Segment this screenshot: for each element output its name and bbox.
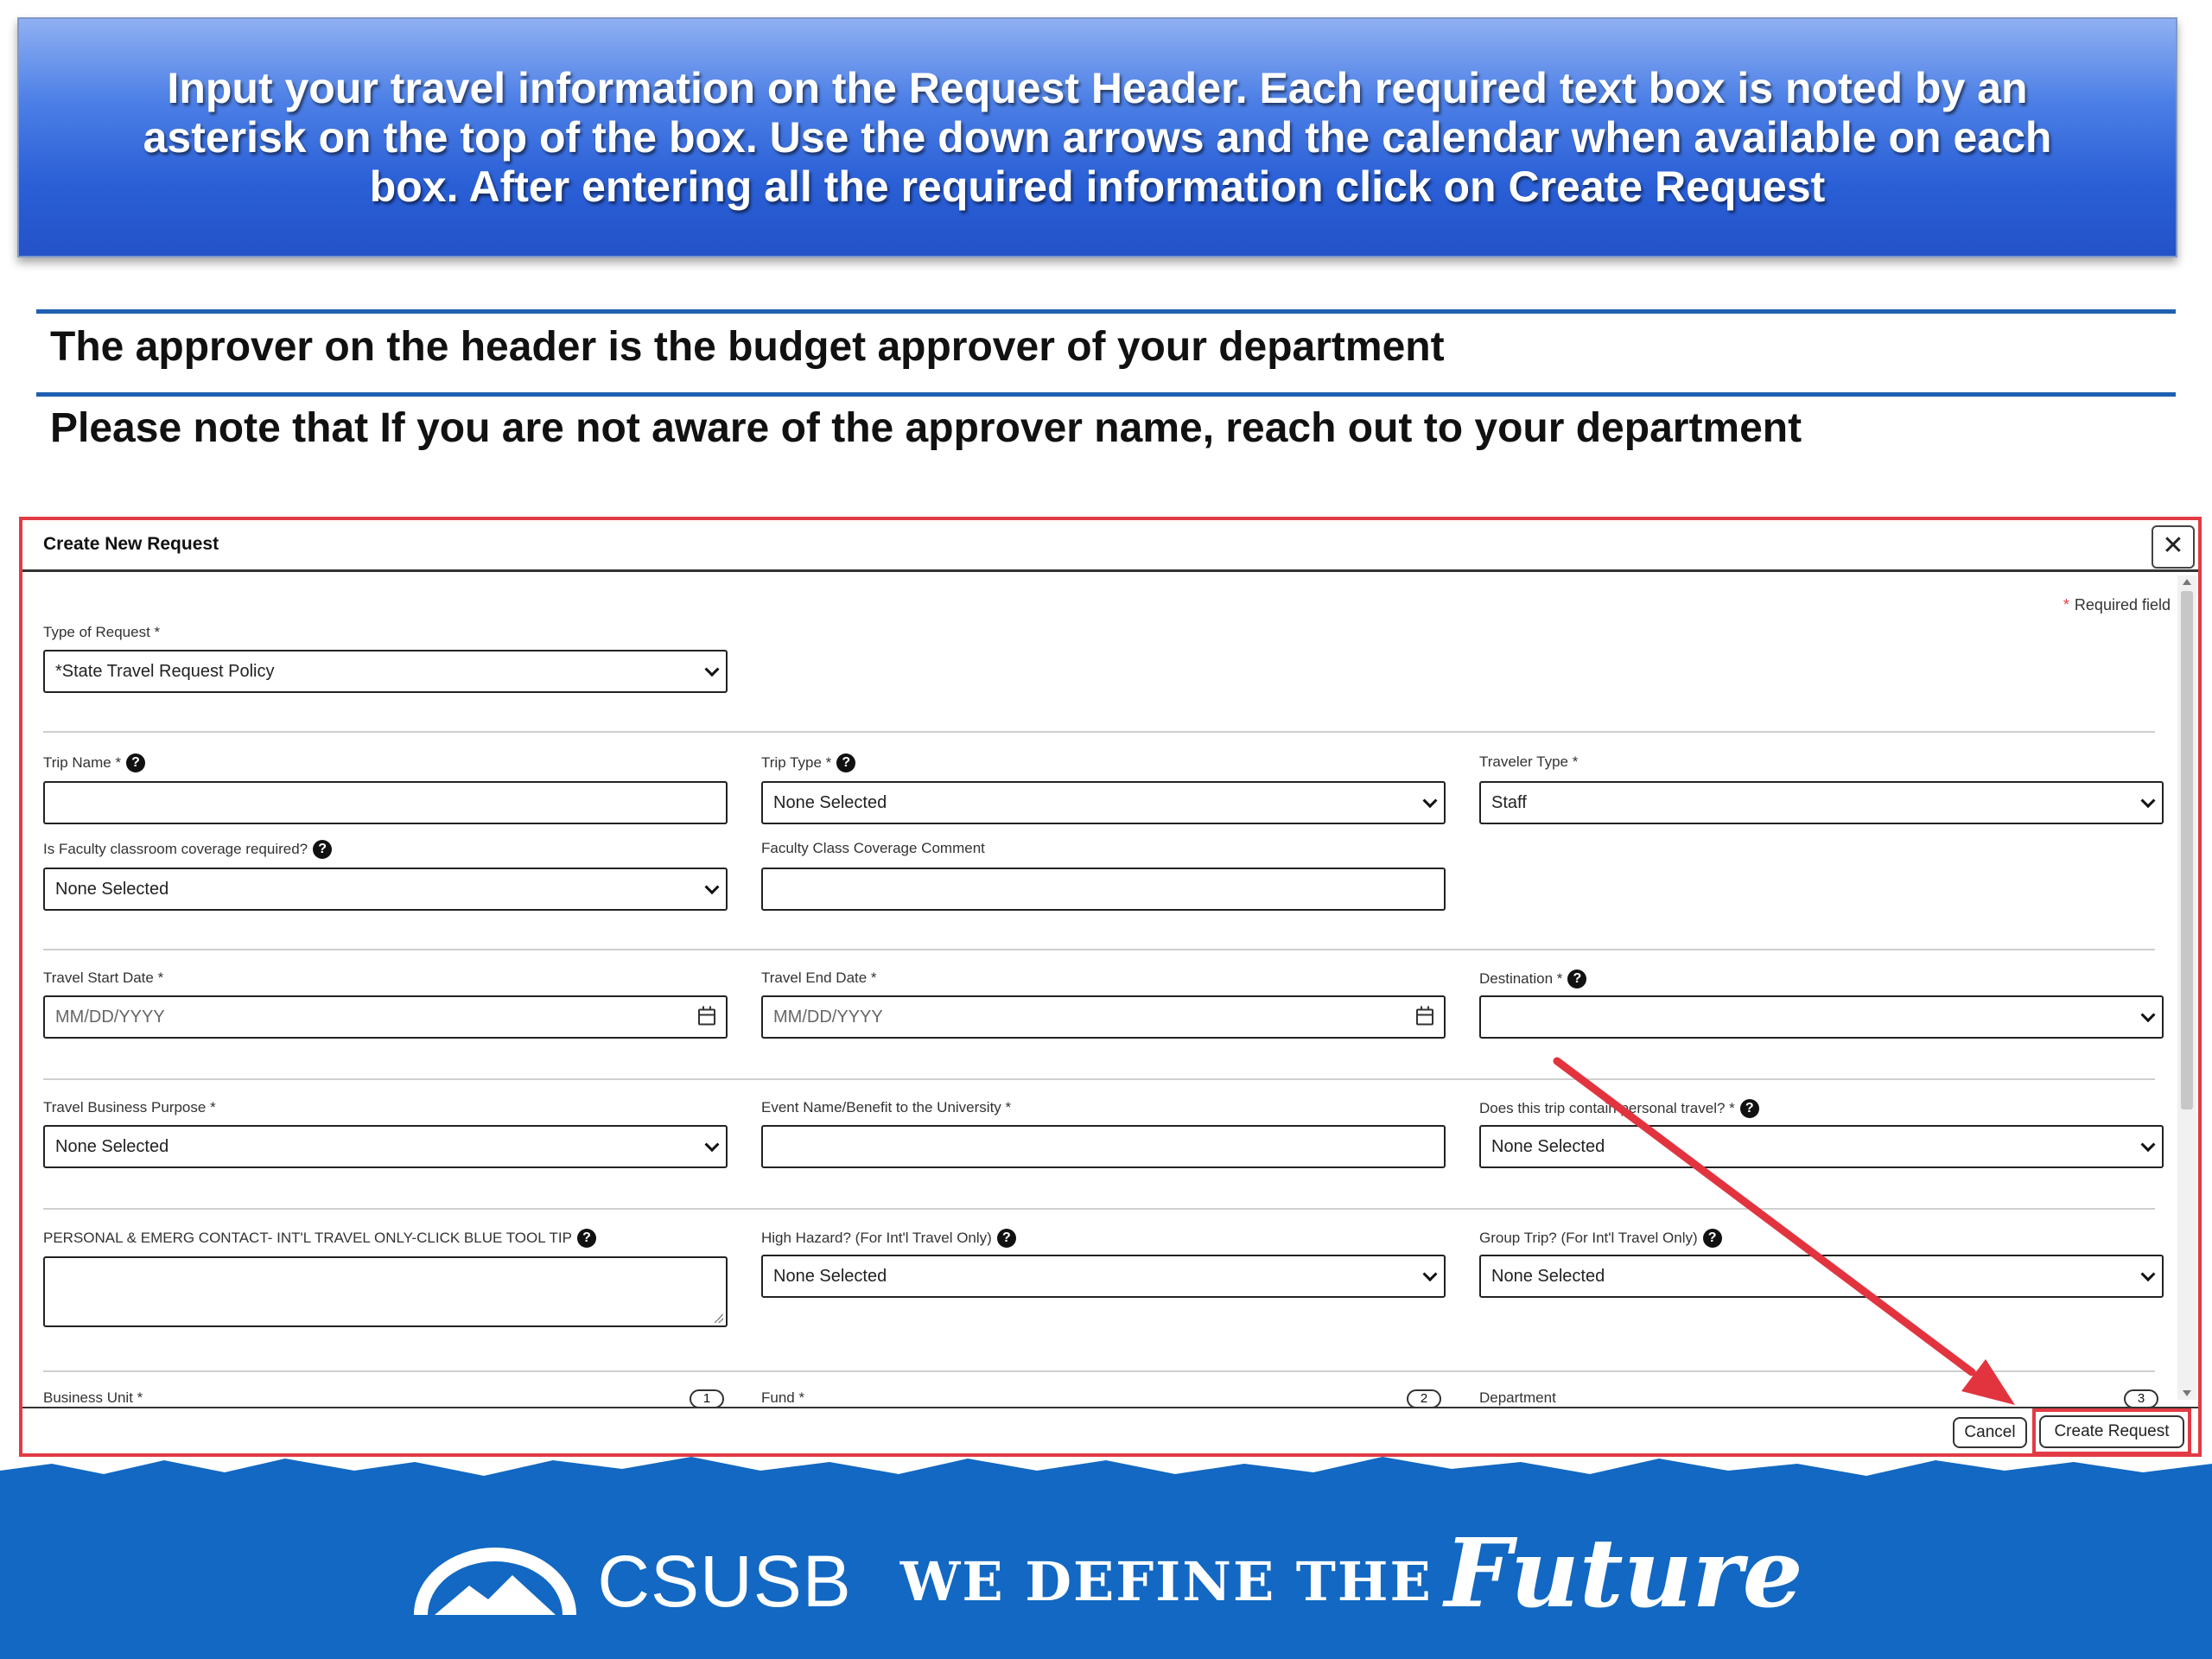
type-of-request-value: *State Travel Request Policy [55,661,275,681]
tagline-text: WE DEFINE THE [899,1549,1433,1613]
tagline-script: Future [1444,1516,1803,1629]
destination-label: Destination * [1479,970,1563,987]
cancel-button[interactable]: Cancel [1953,1417,2027,1448]
business-purpose-label: Travel Business Purpose * [43,1099,216,1116]
type-of-request-label: Type of Request * [43,624,161,640]
close-button[interactable]: ✕ [2152,525,2195,569]
create-request-button[interactable]: Create Request [2039,1415,2184,1448]
trip-type-label: Trip Type * [761,754,832,771]
trip-type-value: None Selected [773,792,887,812]
approver-note: The approver on the header is the budget approver of your department [50,324,1445,370]
banner-line-2: asterisk on the top of the box. Use the down arrows and the calendar when available on each [143,112,2052,162]
faculty-comment-label: Faculty Class Coverage Comment [761,840,985,856]
help-icon[interactable]: ? [997,1229,1016,1248]
fund-label: Fund * [761,1389,805,1406]
group-trip-label: Group Trip? (For Int'l Travel Only) [1479,1230,1698,1246]
csusb-logo [409,1540,851,1624]
help-icon[interactable]: ? [836,753,855,772]
trip-name-label: Trip Name * [43,754,122,771]
dialog-title: Create New Request [43,534,219,554]
department-badge: 3 [2124,1389,2158,1408]
personal-travel-value: None Selected [1491,1136,1605,1156]
brand-footer [0,1452,2212,1659]
required-field-label: Required field [2074,596,2171,613]
help-icon[interactable]: ? [1740,1099,1759,1118]
start-date-placeholder: MM/DD/YYYY [55,1007,165,1027]
faculty-coverage-value: None Selected [55,879,169,899]
help-icon[interactable]: ? [1567,969,1586,988]
personal-travel-label: Does this trip contain personal travel? * [1479,1100,1735,1116]
start-date-label: Travel Start Date * [43,969,164,986]
traveler-type-label: Traveler Type * [1479,753,1579,770]
banner-line-3: box. After entering all the required information click on Create Request [369,162,1826,211]
mountain-logo-icon [409,1542,582,1620]
group-trip-value: None Selected [1491,1266,1605,1286]
traveler-type-value: Staff [1491,792,1527,812]
event-name-label: Event Name/Benefit to the University * [761,1099,1012,1116]
emerg-contact-label: PERSONAL & EMERG CONTACT- INT'L TRAVEL ONLY-CLICK BLUE TOOL TIP [43,1230,572,1246]
end-date-placeholder: MM/DD/YYYY [773,1007,883,1027]
high-hazard-value: None Selected [773,1266,887,1286]
brand-content [0,1516,2212,1642]
end-date-label: Travel End Date * [761,969,877,986]
business-unit-badge: 1 [690,1389,724,1408]
csusb-wordmark: CSUSB [597,1540,852,1622]
required-star: * [2063,596,2069,613]
help-icon[interactable]: ? [1703,1229,1722,1248]
faculty-coverage-label: Is Faculty classroom coverage required? [43,841,308,857]
department-label: Department [1479,1389,1556,1406]
high-hazard-label: High Hazard? (For Int'l Travel Only) [761,1230,992,1246]
tagline [899,1516,1803,1637]
help-icon[interactable]: ? [126,753,145,772]
business-unit-label: Business Unit * [43,1389,143,1406]
banner-line-1: Input your travel information on the Request Header. Each required text box is noted by an [167,63,2028,112]
help-icon[interactable]: ? [313,840,332,859]
fund-badge: 2 [1407,1389,1441,1408]
business-purpose-value: None Selected [55,1136,169,1156]
contact-note: Please note that If you are not aware of the approver name, reach out to your department [50,405,1802,451]
help-icon[interactable]: ? [577,1229,596,1248]
